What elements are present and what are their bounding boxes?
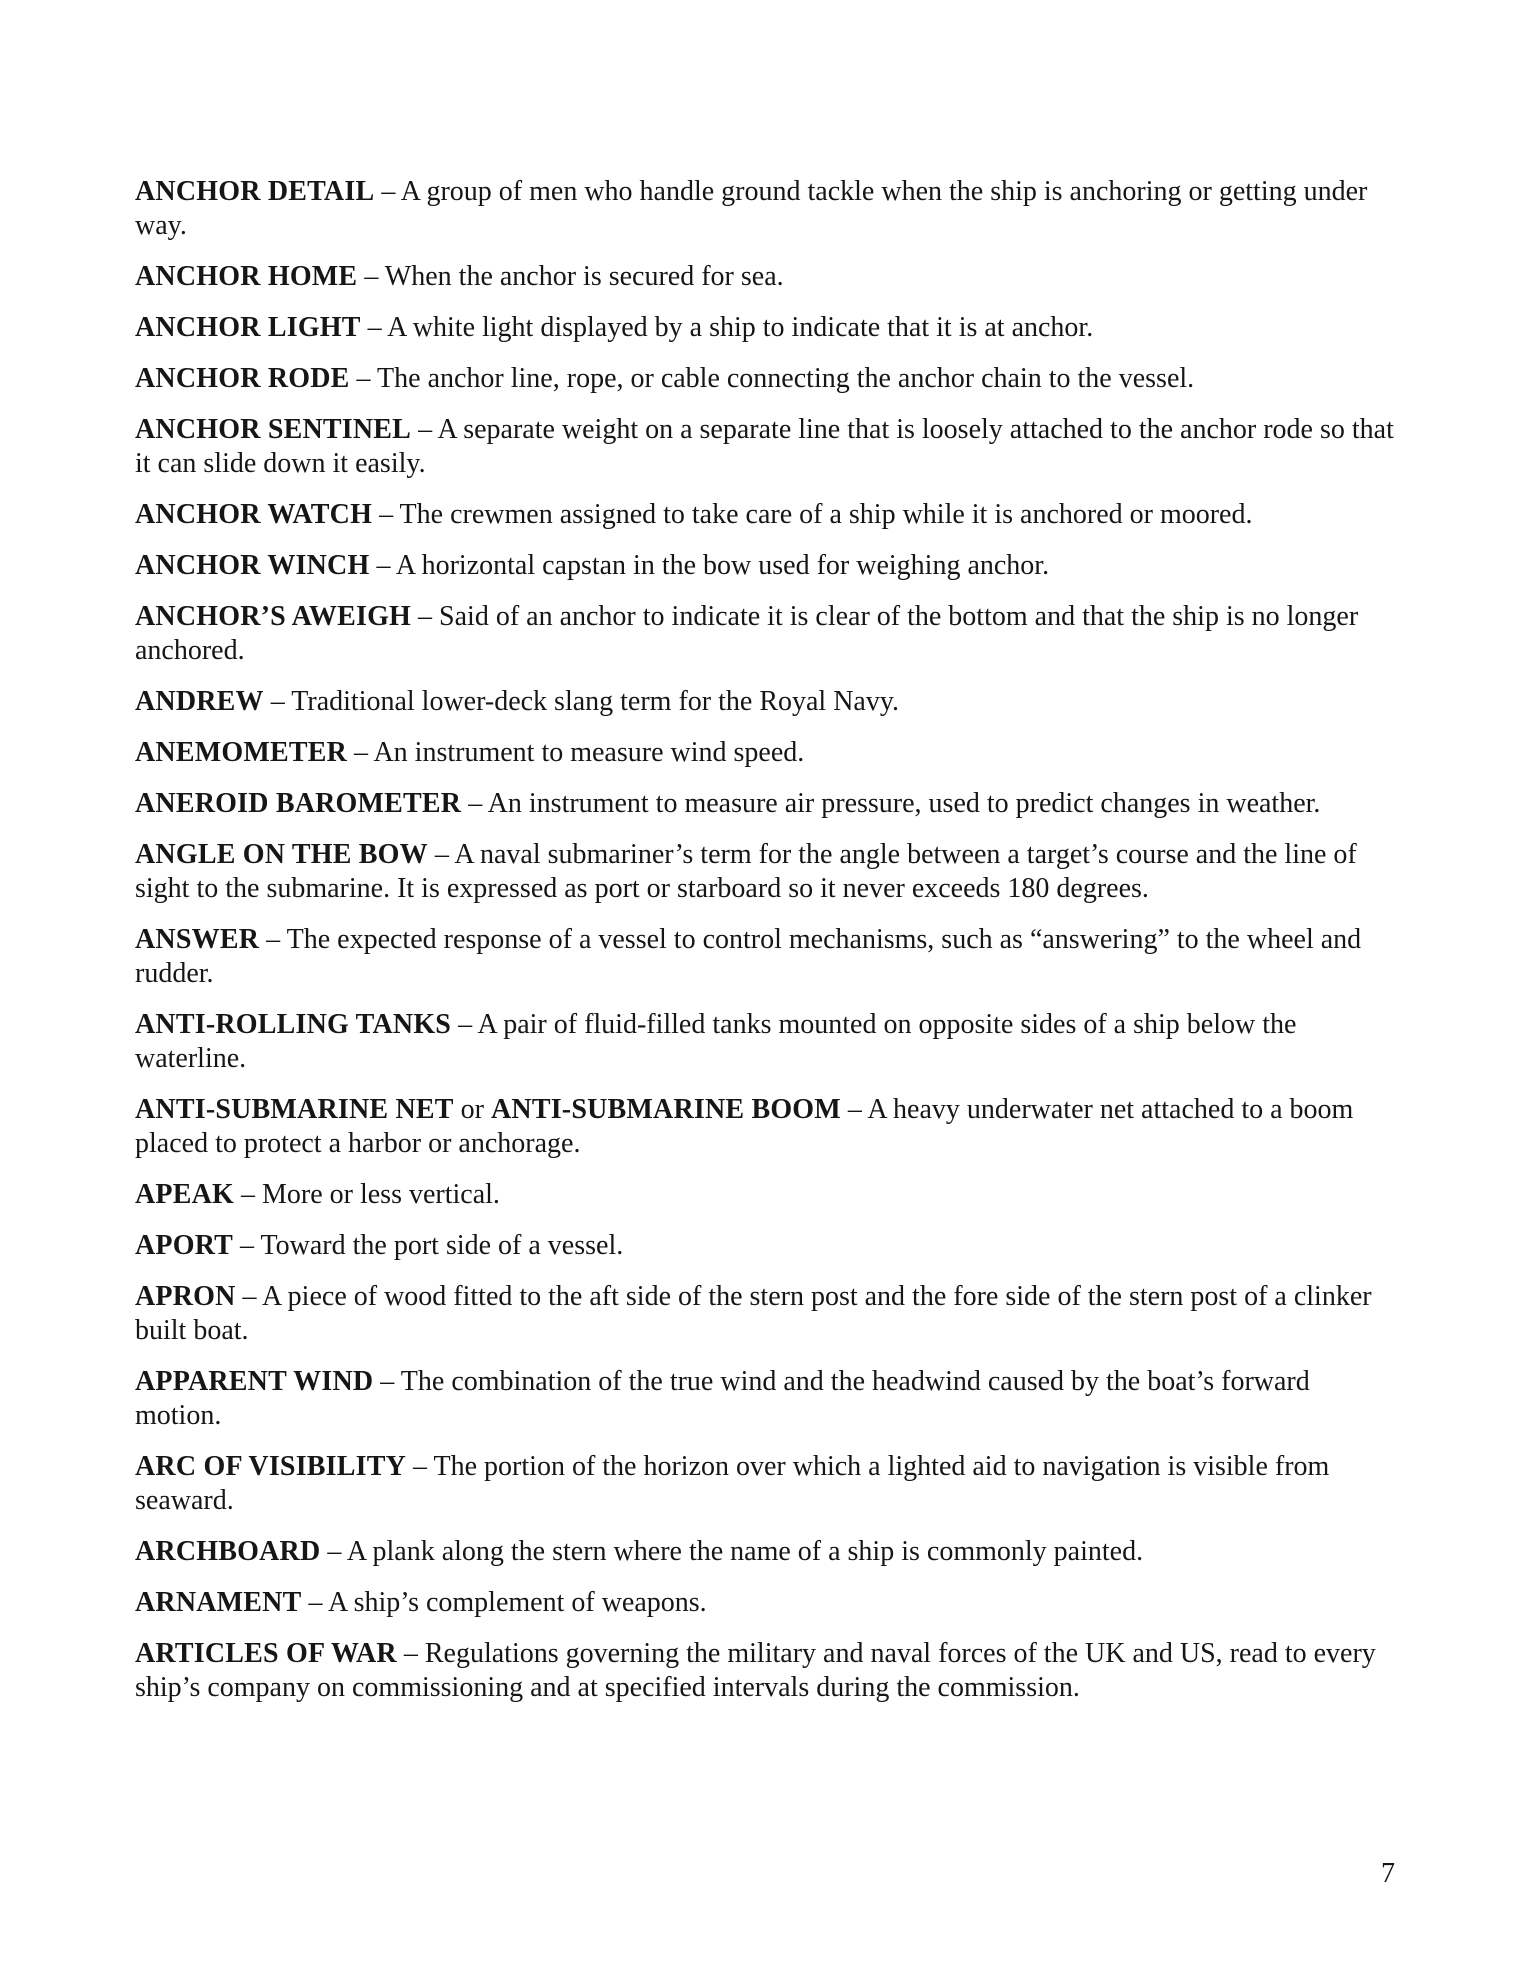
glossary-term: ARNAMENT (135, 1587, 302, 1618)
glossary-term: APPARENT WIND (135, 1366, 374, 1397)
glossary-term: ANCHOR DETAIL (135, 176, 375, 207)
glossary-term: ANCHOR WINCH (135, 550, 370, 581)
glossary-term: ANSWER (135, 924, 260, 955)
glossary-definition: – A separate weight on a separate line that is loosely attached to the anchor rode so that it can slide down it easily. (135, 414, 1394, 479)
glossary-definition: – A piece of wood fitted to the aft side of the stern post and the fore side of the stern post of a clinker built boat. (135, 1281, 1372, 1346)
glossary-term: ANTI-SUBMARINE NET (135, 1094, 454, 1125)
glossary-entry (135, 1535, 1395, 1569)
glossary-term: ANCHOR HOME (135, 261, 358, 292)
glossary-definition: – The combination of the true wind and the headwind caused by the boat’s forward motion. (135, 1366, 1310, 1431)
glossary-entry (135, 260, 1395, 294)
glossary-term: ARCHBOARD (135, 1536, 321, 1567)
glossary-definition: – A horizontal capstan in the bow used for weighing anchor. (369, 550, 1050, 581)
glossary-entry (135, 838, 1395, 906)
glossary-entry (135, 1450, 1395, 1518)
glossary-term: ARTICLES OF WAR (135, 1638, 397, 1669)
glossary-definition: – A group of men who handle ground tackle when the ship is anchoring or getting under way. (135, 176, 1368, 241)
glossary-entry (135, 413, 1395, 481)
glossary-definition: or (453, 1094, 491, 1125)
glossary-entry (135, 1586, 1395, 1620)
glossary-entry (135, 1365, 1395, 1433)
glossary-term: ANEROID BAROMETER (135, 788, 462, 819)
glossary-term: APRON (135, 1281, 236, 1312)
glossary-entry (135, 175, 1395, 243)
glossary-term: ANCHOR WATCH (135, 499, 373, 530)
glossary-definition: – The portion of the horizon over which a lighted aid to navigation is visible from seaward. (135, 1451, 1330, 1516)
glossary-entry (135, 498, 1395, 532)
page-number: 7 (1381, 1858, 1395, 1889)
glossary-entry (135, 685, 1395, 719)
glossary-definition: – A heavy underwater net attached to a boom placed to protect a harbor or anchorage. (135, 1094, 1354, 1159)
glossary-entry (135, 1637, 1395, 1705)
glossary-term: ANCHOR LIGHT (135, 312, 361, 343)
glossary-term: APORT (135, 1230, 234, 1261)
glossary-term: ANDREW (135, 686, 264, 717)
glossary-term: APEAK (135, 1179, 234, 1210)
glossary-definition: – Toward the port side of a vessel. (233, 1230, 624, 1261)
glossary-entry (135, 600, 1395, 668)
glossary-definition: – A plank along the stern where the name of a ship is commonly painted. (320, 1536, 1144, 1567)
glossary-definition: – The crewmen assigned to take care of a ship while it is anchored or moored. (372, 499, 1253, 530)
glossary-definition: – Regulations governing the military and naval forces of the UK and US, read to every ship’s company on commissioning and at specified intervals during the commission. (135, 1638, 1376, 1703)
glossary-definition: – When the anchor is secured for sea. (357, 261, 784, 292)
glossary-entry (135, 311, 1395, 345)
glossary-term: ANCHOR’S AWEIGH (135, 601, 412, 632)
glossary-term: ANCHOR RODE (135, 363, 350, 394)
glossary-term: ANEMOMETER (135, 737, 347, 768)
glossary-entry (135, 923, 1395, 991)
glossary-term: ARC OF VISIBILITY (135, 1451, 407, 1482)
glossary-definition: – Traditional lower-deck slang term for the Royal Navy. (263, 686, 900, 717)
glossary-term: ANGLE ON THE BOW (135, 839, 428, 870)
glossary-entry (135, 736, 1395, 770)
glossary-definition: – A pair of fluid-filled tanks mounted on opposite sides of a ship below the waterline. (135, 1009, 1297, 1074)
glossary-entry (135, 1229, 1395, 1263)
glossary-entry (135, 787, 1395, 821)
glossary-term: ANTI-SUBMARINE BOOM (490, 1094, 841, 1125)
glossary-entry (135, 549, 1395, 583)
glossary-definition: – The expected response of a vessel to control mechanisms, such as “answering” to the wheel and rudder. (135, 924, 1362, 989)
glossary-definition: – A naval submariner’s term for the angle between a target’s course and the line of sight to the submarine. It is expressed as port or starboard so it never exceeds 180 degrees. (135, 839, 1357, 904)
glossary-entry (135, 1280, 1395, 1348)
glossary-list (135, 175, 1395, 1722)
glossary-definition: – An instrument to measure wind speed. (347, 737, 805, 768)
glossary-definition: – A white light displayed by a ship to indicate that it is at anchor. (360, 312, 1094, 343)
glossary-entry (135, 1093, 1395, 1161)
glossary-entry (135, 1008, 1395, 1076)
glossary-definition: – A ship’s complement of weapons. (301, 1587, 707, 1618)
glossary-entry (135, 362, 1395, 396)
glossary-definition: – More or less vertical. (234, 1179, 500, 1210)
glossary-definition: – The anchor line, rope, or cable connecting the anchor chain to the vessel. (349, 363, 1195, 394)
glossary-term: ANCHOR SENTINEL (135, 414, 412, 445)
glossary-term: ANTI-ROLLING TANKS (135, 1009, 452, 1040)
glossary-entry (135, 1178, 1395, 1212)
glossary-definition: – Said of an anchor to indicate it is clear of the bottom and that the ship is no longer anchored. (135, 601, 1359, 666)
glossary-definition: – An instrument to measure air pressure, used to predict changes in weather. (461, 788, 1321, 819)
